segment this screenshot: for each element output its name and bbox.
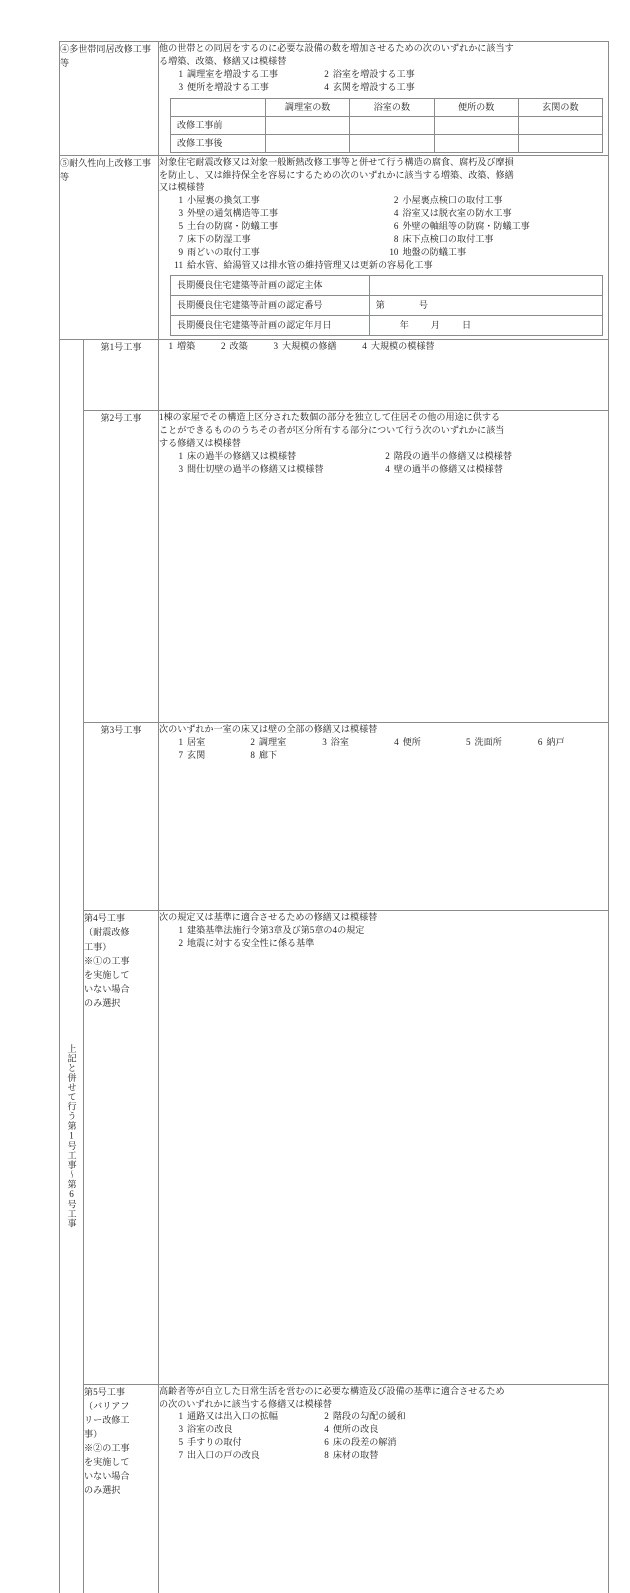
work-5-label-line8: のみ選択: [84, 1485, 121, 1496]
option-number: 3: [178, 81, 184, 92]
date-year-unit: 年: [399, 319, 409, 330]
option-number: 2: [393, 195, 399, 206]
work-3-label: 第3号工事: [100, 724, 142, 735]
list-item[interactable]: [268, 340, 337, 353]
list-item[interactable]: [173, 259, 433, 272]
cell-after-bathroom[interactable]: [350, 134, 434, 152]
number-suffix: 号: [418, 299, 428, 310]
option-number: 1: [178, 195, 184, 206]
option-number: 3: [178, 208, 184, 219]
option-number: 2: [324, 1411, 329, 1422]
list-item[interactable]: [245, 749, 315, 762]
table-row-multi-generation: [60, 42, 609, 156]
table-row: [171, 295, 603, 315]
work-5-intro-line1: 高齢者等が自立した日常生活を営むのに必要な構造及び設備の基準に適合させるため: [159, 1385, 505, 1396]
option-number: 3: [322, 736, 327, 747]
count-table-corner: [171, 98, 266, 116]
option-label: 階段の勾配の緩和: [332, 1411, 406, 1422]
list-item[interactable]: [173, 68, 317, 81]
list-item[interactable]: [173, 1449, 317, 1462]
row-label-durability: [60, 155, 159, 339]
option-number: 5: [178, 221, 184, 232]
cert-label-number: 長期優良住宅建築等計画の認定番号: [171, 295, 370, 315]
option-number: 9: [178, 246, 184, 257]
date-month-unit: 月: [430, 319, 440, 330]
durability-intro-line3: 又は模様替: [159, 182, 205, 193]
list-item[interactable]: [173, 1436, 317, 1449]
work-3-intro-line1: 次のいずれか一室の床又は壁の全部の修繕又は模様替: [159, 723, 378, 734]
work-content-3: [159, 722, 609, 911]
option-number: 1: [178, 1411, 184, 1422]
work-2-intro-line2: ことができるもののうちその者が区分所有する部分について行う次のいずれかに該当: [159, 425, 505, 436]
option-label: 浴室又は脱衣室の防水工事: [402, 208, 512, 219]
long-term-certification-table: [170, 275, 603, 336]
option-number: 2: [178, 938, 184, 949]
option-number: 4: [394, 736, 399, 747]
list-item[interactable]: [388, 220, 601, 233]
option-number: 4: [385, 464, 390, 475]
option-label: 居室: [187, 736, 206, 747]
table-row-work-3: [60, 722, 609, 911]
option-number: 5: [465, 736, 471, 747]
work-5-label-line4: 事）: [84, 1428, 103, 1439]
option-number: 6: [393, 221, 399, 232]
option-number: 10: [389, 246, 399, 257]
option-label: 廊下: [258, 749, 278, 760]
option-number: 1: [178, 68, 184, 79]
option-label: 小屋裏点検口の取付工事: [402, 195, 503, 206]
option-number: 7: [178, 749, 184, 760]
option-number: 4: [362, 340, 367, 351]
option-label: 洗面所: [474, 736, 502, 747]
option-label: 浴室の改良: [187, 1424, 233, 1435]
option-label: 地震に対する安全性に係る基準: [187, 938, 315, 949]
list-item[interactable]: [173, 736, 243, 749]
cell-before-bathroom[interactable]: [350, 116, 434, 134]
work-name-1: [84, 339, 159, 411]
option-number: 4: [324, 81, 329, 92]
list-item[interactable]: [173, 233, 386, 246]
table-row-work-5: [60, 1384, 609, 1593]
work-4-intro-line1: 次の規定又は基準に適合させるための修繕又は模様替: [159, 912, 378, 923]
list-item[interactable]: [173, 246, 386, 259]
option-label: 浴室: [330, 736, 349, 747]
work-4-label-line1: 第4号工事: [84, 913, 125, 924]
option-number: 3: [178, 1424, 184, 1435]
list-item[interactable]: [317, 736, 387, 749]
work-name-3: [84, 722, 159, 911]
option-label: 床材の取替: [332, 1450, 379, 1461]
work-5-intro-line2: の次のいずれかに該当する修繕又は模様替: [159, 1398, 332, 1409]
table-row-work-1: [60, 339, 609, 411]
option-label: 大規模の修繕: [281, 340, 337, 351]
vertical-label-text: 上記と併せて行う第1号工事〜第6号工事: [66, 1044, 77, 1229]
durability-option-list-11: [159, 259, 608, 272]
option-label: 壁の過半の修繕又は模様替: [393, 464, 503, 475]
option-number: 2: [220, 340, 226, 351]
list-item[interactable]: [319, 1436, 463, 1449]
work-content-5: [159, 1384, 609, 1593]
work-4-label-line7: のみ選択: [84, 997, 121, 1008]
work-3-option-list: [159, 736, 608, 762]
option-number: 2: [324, 68, 329, 79]
option-number: 7: [178, 234, 184, 245]
list-item[interactable]: [388, 207, 601, 220]
option-label: 外壁の通気構造等工事: [187, 208, 278, 219]
work-name-2: [84, 411, 159, 722]
list-item[interactable]: [461, 736, 531, 749]
list-item[interactable]: [173, 1423, 317, 1436]
durability-option-list: [159, 194, 608, 259]
table-row-durability: [60, 155, 609, 339]
option-label: 改築: [229, 340, 248, 351]
combined-group-vertical-label: [60, 339, 84, 1593]
list-item[interactable]: [173, 937, 608, 950]
work-content-1: [159, 339, 609, 411]
option-number: 3: [273, 340, 278, 351]
work-2-option-list: [159, 450, 608, 476]
option-label: 小屋裏の換気工事: [187, 195, 260, 206]
option-label: 土台の防腐・防蟻工事: [187, 221, 278, 232]
list-item[interactable]: [173, 81, 317, 94]
cert-value-authority[interactable]: [369, 275, 602, 295]
row-content-multi-generation: [159, 42, 609, 156]
option-label: 手すりの取付: [187, 1437, 242, 1448]
work-4-option-list: [159, 924, 608, 950]
option-number: 1: [178, 925, 184, 936]
work-4-label-line5: を実施して: [84, 969, 130, 980]
option-number: 1: [168, 340, 174, 351]
work-5-label-line7: いない場合: [84, 1471, 130, 1482]
list-item[interactable]: [245, 736, 315, 749]
option-label: 雨どいの取付工事: [187, 246, 260, 257]
work-5-label-line5: ※②の工事: [84, 1443, 130, 1454]
work-5-label-line6: を実施して: [84, 1457, 130, 1468]
option-label: 納戸: [546, 736, 565, 747]
list-item[interactable]: [380, 463, 584, 476]
option-label: 便所: [402, 736, 421, 747]
row-header-before: 改修工事前: [171, 116, 266, 134]
list-item[interactable]: [173, 749, 243, 762]
cell-before-toilet[interactable]: [434, 116, 518, 134]
option-number: 5: [178, 1437, 184, 1448]
column-header-kitchen: 調理室の数: [266, 98, 350, 116]
multi-generation-intro-line1: 他の世帯との同居をするのに必要な設備の数を増加させるための次のいずれかに該当す: [159, 43, 514, 53]
option-label: 調理室を増設する工事: [187, 68, 278, 79]
multi-generation-option-list: [159, 68, 608, 94]
list-item[interactable]: [173, 450, 377, 463]
option-label: 玄関: [187, 749, 206, 760]
work-1-option-list: [159, 340, 608, 353]
option-number: 2: [250, 736, 255, 747]
option-number: 8: [250, 749, 255, 760]
cert-label-date: 長期優良住宅建築等計画の認定年月日: [171, 315, 370, 335]
row-header-after: 改修工事後: [171, 134, 266, 152]
option-label: 間仕切壁の過半の修繕又は模様替: [187, 464, 324, 475]
table-row: [171, 134, 603, 152]
cert-value-date[interactable]: [369, 315, 602, 335]
option-number: 3: [178, 464, 184, 475]
work-name-4: [84, 911, 159, 1384]
table-row-work-2: [60, 411, 609, 722]
row-label-multi-generation: [60, 42, 159, 156]
work-5-option-list: [159, 1410, 608, 1462]
option-label: 大規模の模様替: [370, 340, 435, 351]
option-number: 2: [385, 451, 390, 462]
list-item[interactable]: [173, 1410, 317, 1423]
option-label: 地盤の防蟻工事: [402, 246, 467, 257]
option-number: 4: [393, 208, 399, 219]
work-5-label-line3: リー改修工: [84, 1414, 130, 1425]
option-label: 便所の改良: [332, 1424, 379, 1435]
number-prefix: 第: [375, 299, 385, 310]
option-label: 床の過半の修繕又は模様替: [187, 451, 297, 462]
option-number: 1: [178, 736, 184, 747]
work-5-spacer: [159, 1462, 608, 1500]
table-row: [171, 315, 603, 335]
cell-before-kitchen[interactable]: [266, 116, 350, 134]
cert-label-authority: 長期優良住宅建築等計画の認定主体: [171, 275, 370, 295]
durability-label: ⑤耐久性向上改修工事等: [60, 157, 151, 182]
work-2-intro-line1: 1棟の家屋でその構造上区分された数個の部分を独立して住居その他の用途に供する: [159, 412, 501, 423]
option-label: 床下の防湿工事: [187, 234, 251, 245]
row-content-durability: [159, 155, 609, 339]
cell-after-entrance[interactable]: [518, 134, 602, 152]
work-name-5: [84, 1384, 159, 1593]
cert-value-number[interactable]: [369, 295, 602, 315]
option-label: 増築: [177, 340, 196, 351]
option-label: 床の段差の解消: [332, 1437, 397, 1448]
option-number: 6: [537, 736, 543, 747]
option-number: 6: [324, 1437, 329, 1448]
table-row: [171, 275, 603, 295]
column-header-bathroom: 浴室の数: [350, 98, 434, 116]
work-4-label-line3: 工事）: [84, 941, 112, 952]
table-header-row: [171, 98, 603, 116]
list-item[interactable]: [389, 736, 459, 749]
option-number: 8: [324, 1450, 329, 1461]
list-item[interactable]: [319, 1449, 463, 1462]
date-day-unit: 日: [461, 319, 472, 330]
list-item[interactable]: [173, 463, 377, 476]
list-item[interactable]: [357, 340, 435, 353]
list-item[interactable]: [532, 736, 602, 749]
cell-before-entrance[interactable]: [518, 116, 602, 134]
multi-generation-intro-line2: る増築、改築、修繕又は模様替: [159, 55, 287, 66]
list-item[interactable]: [388, 246, 601, 259]
list-item[interactable]: [173, 220, 386, 233]
option-label: 浴室を増設する工事: [332, 68, 415, 79]
option-label: 調理室: [258, 736, 287, 747]
work-content-2: [159, 411, 609, 722]
work-2-label: 第2号工事: [100, 413, 142, 424]
option-label: 外壁の軸組等の防腐・防蟻工事: [402, 221, 530, 232]
option-label: 建築基準法施行令第3章及び第5章の4の規定: [187, 925, 365, 936]
option-label: 便所を増設する工事: [187, 81, 269, 92]
list-item[interactable]: [319, 1423, 463, 1436]
multi-generation-label: ④多世帯同居改修工事等: [60, 44, 151, 69]
option-number: 4: [324, 1424, 329, 1435]
work-5-label-line2: （バリアフ: [84, 1400, 130, 1411]
option-number: 7: [178, 1450, 184, 1461]
option-label: 通路又は出入口の拡幅: [187, 1411, 278, 1422]
work-4-label-line2: （耐震改修: [84, 927, 130, 938]
work-2-intro-line3: する修繕又は模様替: [159, 438, 241, 449]
cell-after-toilet[interactable]: [434, 134, 518, 152]
work-1-label: 第1号工事: [100, 341, 142, 352]
list-item[interactable]: [319, 1410, 463, 1423]
option-number: 1: [178, 451, 184, 462]
work-content-4: [159, 911, 609, 1384]
list-item[interactable]: [319, 81, 463, 94]
option-number: 8: [393, 234, 399, 245]
column-header-toilet: 便所の数: [434, 98, 518, 116]
option-label: 床下点検口の取付工事: [402, 234, 494, 245]
list-item[interactable]: [388, 233, 601, 246]
cell-after-kitchen[interactable]: [266, 134, 350, 152]
list-item[interactable]: [163, 340, 195, 353]
facility-count-table: [170, 98, 603, 153]
durability-intro-line2: を防止し、又は維持保全を容易にするための次のいずれかに該当する増築、改築、修繕: [159, 169, 514, 180]
list-item[interactable]: [388, 194, 601, 207]
option-label: 玄関を増設する工事: [332, 81, 415, 92]
work-4-label-line4: ※①の工事: [84, 955, 130, 966]
list-item[interactable]: [216, 340, 248, 353]
list-item[interactable]: [173, 194, 386, 207]
table-row-work-4: [60, 911, 609, 1384]
table-row: [171, 116, 603, 134]
list-item[interactable]: [380, 450, 584, 463]
option-label: 給水管、給湯管又は排水管の維持管理又は更新の容易化工事: [187, 259, 433, 270]
work-4-label-line6: いない場合: [84, 983, 130, 994]
durability-intro-line1: 対象住宅耐震改修又は対象一般断熱改修工事等と併せて行う構造の腐食、腐朽及び摩損: [159, 156, 514, 167]
option-number: 11: [174, 259, 184, 270]
list-item[interactable]: [173, 207, 386, 220]
option-label: 出入口の戸の改良: [187, 1450, 260, 1461]
option-label: 階段の過半の修繕又は模様替: [393, 451, 512, 462]
column-header-entrance: 玄関の数: [518, 98, 602, 116]
list-item[interactable]: [173, 924, 608, 937]
list-item[interactable]: [319, 68, 463, 81]
construction-category-table: [59, 41, 609, 1593]
work-5-label-line1: 第5号工事: [84, 1386, 125, 1397]
